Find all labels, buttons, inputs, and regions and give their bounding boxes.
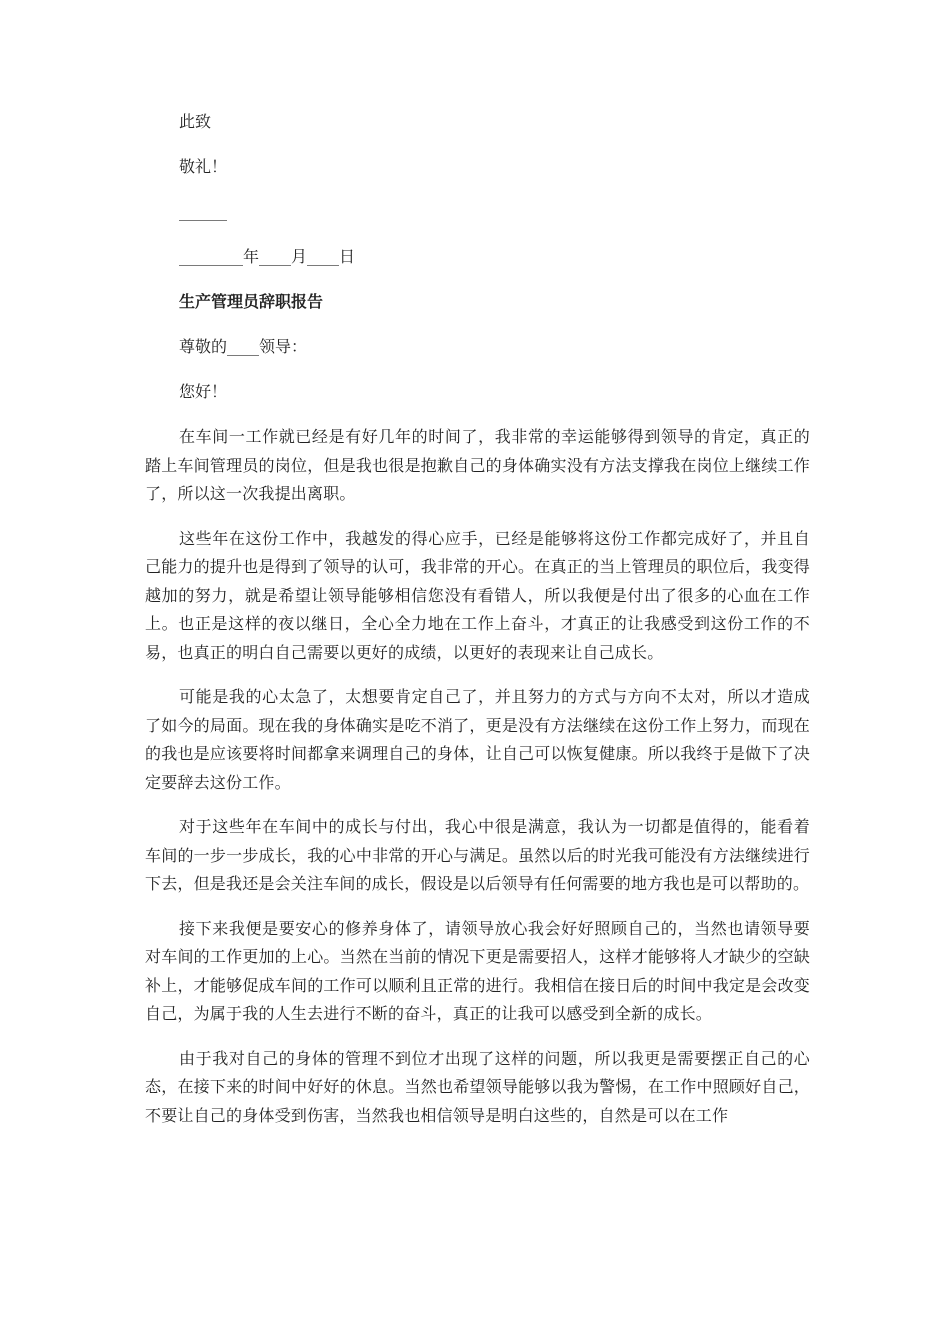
report-title: 生产管理员辞职报告 [179, 292, 324, 311]
body-paragraph-5: 接下来我便是要安心的修养身体了，请领导放心我会好好照顾自己的，当然也请领导要对车间的工作更加的上心。当然在当前的情况下更是需要招人，这样才能够将人才缺少的空缺补上，才能够促成车间的工作可以顺利且正常的进行。我相信在接日后的时间中我定是会改变自己，为属于我的人生去进行不断的奋斗，真正的让我可以感受到全新的成长。 [145, 918, 810, 1023]
date-line: ________年____月____日 [179, 247, 356, 266]
body-paragraph-1: 在车间一工作就已经是有好几年的时间了，我非常的幸运能够得到领导的肯定，真正的踏上车间管理员的岗位，但是我也很是抱歉自己的身体确实没有方法支撑我在岗位上继续工作了，所以这一次我提出离职。 [145, 427, 810, 503]
body-paragraph-6: 由于我对自己的身体的管理不到位才出现了这样的问题，所以我更是需要摆正自己的心态，在接下来的时间中好好的休息。当然也希望领导能够以我为警惕，在工作中照顾好自己，不要让自己的身体受到伤害，当然我也相信领导是明白这些的，自然是可以在工作 [145, 1048, 810, 1125]
closing-phrase-2: 敬礼！ [179, 157, 228, 176]
greeting: 您好！ [179, 382, 228, 401]
signature-blank: ______ [179, 202, 227, 221]
body-paragraph-4: 对于这些年在车间中的成长与付出，我心中很是满意，我认为一切都是值得的，能看着车间的一步一步成长，我的心中非常的开心与满足。虽然以后的时光我可能没有方法继续进行下去，但是我还是会关注车间的成长，假设是以后领导有任何需要的地方我也是可以帮助的。 [145, 817, 810, 893]
body-paragraph-3: 可能是我的心太急了，太想要肯定自己了，并且努力的方式与方向不太对，所以才造成了如今的局面。现在我的身体确实是吃不消了，更是没有方法继续在这份工作上努力，而现在的我也是应该要将时间都拿来调理自己的身体，让自己可以恢复健康。所以我终于是做下了决定要辞去这份工作。 [145, 687, 810, 792]
body-paragraph-2: 这些年在这份工作中，我越发的得心应手，已经是能够将这份工作都完成好了，并且自己能力的提升也是得到了领导的认可，我非常的开心。在真正的当上管理员的职位后，我变得越加的努力，就是希望让领导能够相信您没有看错人，所以我便是付出了很多的心血在工作上。也正是这样的夜以继日，全心全力地在工作上奋斗，才真正的让我感受到这份工作的不易，也真正的明白自己需要以更好的成绩，以更好的表现来让自己成长。 [145, 528, 810, 662]
document-page [145, 108, 810, 1146]
closing-phrase-1: 此致 [179, 112, 212, 131]
salutation: 尊敬的____领导： [179, 337, 308, 356]
